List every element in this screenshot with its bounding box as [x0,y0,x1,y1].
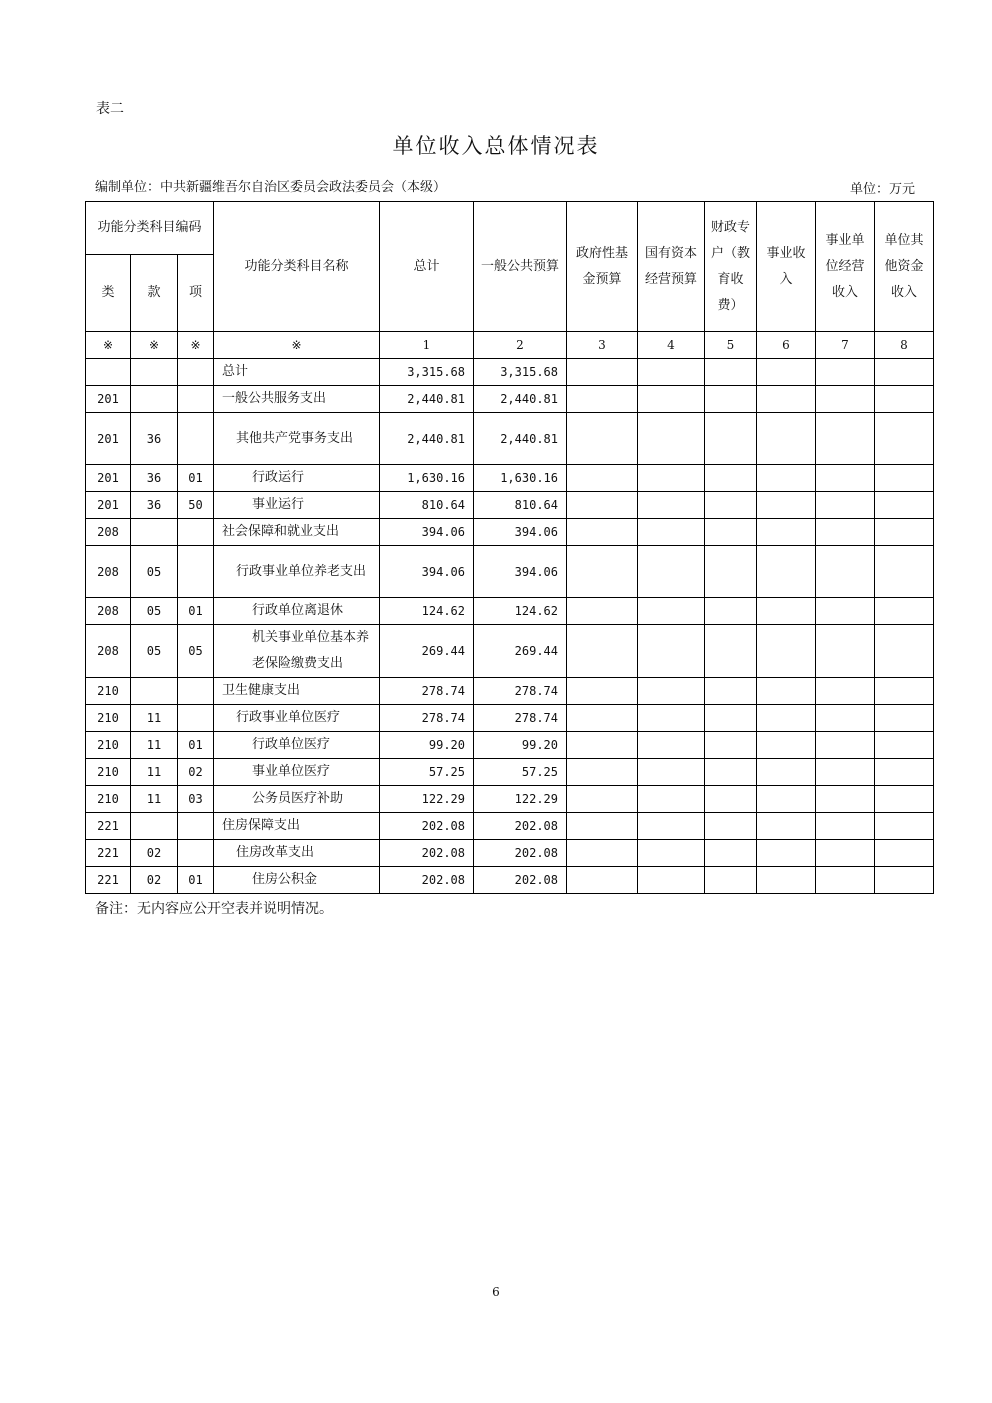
cell-gov-fund [567,465,638,492]
cell-general-budget: 3,315.68 [474,359,567,386]
cell-other-income [875,546,934,598]
page-title: 单位收入总体情况表 [392,134,600,158]
table-row [86,867,934,894]
cell-general-budget: 202.08 [474,840,567,867]
table-row [86,705,934,732]
cell-operating-income [816,705,875,732]
cell-general-budget: 57.25 [474,759,567,786]
cell-lei: 201 [86,465,131,492]
cell-lei: 208 [86,546,131,598]
cell-kuan [131,813,178,840]
cell-operating-income [816,359,875,386]
cell-business-income [757,625,816,678]
cell-subject-name: 行政运行 [214,465,380,492]
cell-lei: 210 [86,786,131,813]
cell-special-fiscal [705,867,757,894]
cell-operating-income [816,598,875,625]
header-operating-income: 事业单位经营收入 [816,202,875,332]
cell-general-budget: 99.20 [474,732,567,759]
cell-general-budget: 278.74 [474,678,567,705]
page-number: 6 [492,1285,500,1299]
cell-total: 394.06 [380,519,474,546]
cell-general-budget: 394.06 [474,546,567,598]
cell-subject-name: 社会保障和就业支出 [214,519,380,546]
cell-special-fiscal [705,625,757,678]
cell-special-fiscal [705,413,757,465]
cell-kuan: 02 [131,840,178,867]
cell-lei: 208 [86,625,131,678]
header-special-fiscal: 财政专户（教育收费） [705,202,757,332]
cell-other-income [875,625,934,678]
cell-special-fiscal [705,465,757,492]
cell-gov-fund [567,413,638,465]
cell-subject-name: 事业运行 [214,492,380,519]
marker-kuan: ※ [131,332,178,359]
header-lei: 类 [86,255,131,332]
cell-xiang: 01 [178,465,214,492]
cell-gov-fund [567,705,638,732]
cell-other-income [875,678,934,705]
cell-subject-name: 行政事业单位养老支出 [214,546,380,598]
cell-total: 278.74 [380,705,474,732]
cell-total: 269.44 [380,625,474,678]
cell-special-fiscal [705,705,757,732]
cell-gov-fund [567,678,638,705]
cell-operating-income [816,546,875,598]
cell-total: 202.08 [380,813,474,840]
cell-gov-fund [567,867,638,894]
cell-general-budget: 810.64 [474,492,567,519]
cell-special-fiscal [705,519,757,546]
col-index-2: 2 [474,332,567,359]
cell-business-income [757,786,816,813]
cell-xiang [178,359,214,386]
cell-state-capital [638,732,705,759]
cell-xiang [178,840,214,867]
cell-lei: 201 [86,492,131,519]
table-number-label: 表二 [96,101,124,117]
cell-xiang [178,386,214,413]
header-kuan: 款 [131,255,178,332]
cell-operating-income [816,786,875,813]
table-row [86,359,934,386]
cell-subject-name: 其他共产党事务支出 [214,413,380,465]
cell-total: 57.25 [380,759,474,786]
cell-subject-name: 公务员医疗补助 [214,786,380,813]
cell-operating-income [816,492,875,519]
cell-state-capital [638,386,705,413]
footnote: 备注：无内容应公开空表并说明情况。 [95,901,333,917]
cell-gov-fund [567,519,638,546]
cell-total: 2,440.81 [380,386,474,413]
cell-special-fiscal [705,813,757,840]
cell-business-income [757,465,816,492]
col-index-8: 8 [875,332,934,359]
cell-other-income [875,492,934,519]
cell-state-capital [638,813,705,840]
table-row [86,386,934,413]
cell-operating-income [816,678,875,705]
cell-special-fiscal [705,598,757,625]
table-row [86,786,934,813]
cell-general-budget: 124.62 [474,598,567,625]
cell-gov-fund [567,786,638,813]
cell-business-income [757,359,816,386]
table-row [86,678,934,705]
cell-total: 124.62 [380,598,474,625]
table-row [86,519,934,546]
col-index-3: 3 [567,332,638,359]
cell-lei: 208 [86,598,131,625]
cell-special-fiscal [705,359,757,386]
cell-business-income [757,598,816,625]
cell-subject-name: 住房保障支出 [214,813,380,840]
cell-general-budget: 202.08 [474,867,567,894]
cell-total: 1,630.16 [380,465,474,492]
cell-business-income [757,840,816,867]
compiling-unit: 编制单位：中共新疆维吾尔自治区委员会政法委员会（本级） [95,180,447,195]
col-index-5: 5 [705,332,757,359]
cell-gov-fund [567,625,638,678]
cell-kuan [131,359,178,386]
cell-xiang [178,678,214,705]
currency-unit: 单位：万元 [850,182,916,197]
cell-state-capital [638,359,705,386]
cell-xiang: 50 [178,492,214,519]
cell-xiang: 01 [178,732,214,759]
cell-business-income [757,867,816,894]
col-index-1: 1 [380,332,474,359]
cell-kuan [131,678,178,705]
cell-general-budget: 1,630.16 [474,465,567,492]
income-summary-table [85,201,934,894]
cell-other-income [875,759,934,786]
cell-kuan: 36 [131,465,178,492]
cell-other-income [875,519,934,546]
col-index-4: 4 [638,332,705,359]
cell-state-capital [638,413,705,465]
cell-subject-name: 行政单位离退休 [214,598,380,625]
cell-business-income [757,546,816,598]
header-subject-name: 功能分类科目名称 [214,202,380,332]
cell-lei: 201 [86,386,131,413]
cell-lei: 208 [86,519,131,546]
cell-kuan: 05 [131,625,178,678]
cell-state-capital [638,705,705,732]
cell-lei: 210 [86,759,131,786]
cell-kuan: 11 [131,705,178,732]
marker-lei: ※ [86,332,131,359]
cell-gov-fund [567,759,638,786]
cell-other-income [875,840,934,867]
cell-business-income [757,413,816,465]
cell-special-fiscal [705,386,757,413]
header-business-income: 事业收入 [757,202,816,332]
cell-gov-fund [567,546,638,598]
cell-business-income [757,813,816,840]
cell-lei: 221 [86,813,131,840]
cell-gov-fund [567,386,638,413]
cell-xiang: 02 [178,759,214,786]
cell-special-fiscal [705,840,757,867]
cell-xiang: 03 [178,786,214,813]
cell-general-budget: 278.74 [474,705,567,732]
table-row [86,813,934,840]
table-row [86,840,934,867]
cell-state-capital [638,625,705,678]
cell-kuan: 02 [131,867,178,894]
cell-total: 3,315.68 [380,359,474,386]
cell-operating-income [816,759,875,786]
table-row [86,598,934,625]
header-gov-fund: 政府性基金预算 [567,202,638,332]
table-row [86,625,934,678]
cell-lei: 210 [86,705,131,732]
table-row [86,492,934,519]
col-index-7: 7 [816,332,875,359]
cell-xiang [178,519,214,546]
cell-xiang [178,413,214,465]
cell-xiang [178,813,214,840]
cell-lei [86,359,131,386]
cell-business-income [757,705,816,732]
cell-subject-name: 总计 [214,359,380,386]
header-total: 总计 [380,202,474,332]
cell-other-income [875,786,934,813]
header-xiang: 项 [178,255,214,332]
cell-operating-income [816,625,875,678]
cell-other-income [875,813,934,840]
cell-state-capital [638,492,705,519]
cell-kuan: 36 [131,413,178,465]
cell-general-budget: 269.44 [474,625,567,678]
cell-lei: 221 [86,840,131,867]
cell-subject-name: 住房公积金 [214,867,380,894]
marker-name: ※ [214,332,380,359]
cell-xiang: 01 [178,867,214,894]
cell-kuan: 11 [131,732,178,759]
cell-business-income [757,759,816,786]
cell-xiang: 01 [178,598,214,625]
cell-other-income [875,386,934,413]
cell-operating-income [816,732,875,759]
cell-state-capital [638,678,705,705]
cell-operating-income [816,519,875,546]
cell-kuan: 05 [131,598,178,625]
cell-subject-name: 一般公共服务支出 [214,386,380,413]
table-row [86,413,934,465]
cell-other-income [875,705,934,732]
cell-operating-income [816,840,875,867]
cell-operating-income [816,413,875,465]
cell-total: 810.64 [380,492,474,519]
cell-other-income [875,867,934,894]
cell-total: 202.08 [380,867,474,894]
cell-gov-fund [567,492,638,519]
cell-kuan [131,386,178,413]
cell-state-capital [638,867,705,894]
cell-other-income [875,413,934,465]
marker-xiang: ※ [178,332,214,359]
cell-special-fiscal [705,678,757,705]
table-row [86,759,934,786]
cell-subject-name: 行政事业单位医疗 [214,705,380,732]
cell-state-capital [638,840,705,867]
cell-kuan: 11 [131,786,178,813]
cell-business-income [757,732,816,759]
cell-special-fiscal [705,732,757,759]
cell-total: 394.06 [380,546,474,598]
cell-general-budget: 2,440.81 [474,413,567,465]
cell-other-income [875,732,934,759]
table-row [86,465,934,492]
cell-total: 122.29 [380,786,474,813]
cell-gov-fund [567,598,638,625]
cell-lei: 210 [86,732,131,759]
header-general-budget: 一般公共预算 [474,202,567,332]
cell-state-capital [638,465,705,492]
cell-subject-name: 行政单位医疗 [214,732,380,759]
cell-gov-fund [567,813,638,840]
cell-subject-name: 事业单位医疗 [214,759,380,786]
cell-general-budget: 2,440.81 [474,386,567,413]
header-code-group: 功能分类科目编码 [86,202,214,255]
cell-state-capital [638,546,705,598]
cell-other-income [875,598,934,625]
cell-lei: 210 [86,678,131,705]
cell-general-budget: 394.06 [474,519,567,546]
cell-gov-fund [567,732,638,759]
col-index-6: 6 [757,332,816,359]
cell-special-fiscal [705,492,757,519]
cell-business-income [757,678,816,705]
cell-special-fiscal [705,546,757,598]
cell-xiang [178,546,214,598]
cell-xiang: 05 [178,625,214,678]
cell-lei: 221 [86,867,131,894]
cell-other-income [875,465,934,492]
cell-special-fiscal [705,786,757,813]
cell-subject-name: 住房改革支出 [214,840,380,867]
cell-gov-fund [567,840,638,867]
cell-general-budget: 122.29 [474,786,567,813]
cell-kuan [131,519,178,546]
cell-kuan: 11 [131,759,178,786]
header-state-capital: 国有资本经营预算 [638,202,705,332]
cell-operating-income [816,465,875,492]
table-row [86,546,934,598]
cell-subject-name: 机关事业单位基本养老保险缴费支出 [214,625,380,678]
cell-general-budget: 202.08 [474,813,567,840]
cell-state-capital [638,519,705,546]
cell-kuan: 36 [131,492,178,519]
cell-business-income [757,519,816,546]
cell-other-income [875,359,934,386]
header-other-income: 单位其他资金收入 [875,202,934,332]
cell-kuan: 05 [131,546,178,598]
cell-lei: 201 [86,413,131,465]
cell-operating-income [816,386,875,413]
cell-total: 99.20 [380,732,474,759]
cell-business-income [757,492,816,519]
cell-gov-fund [567,359,638,386]
cell-state-capital [638,786,705,813]
cell-total: 278.74 [380,678,474,705]
cell-operating-income [816,813,875,840]
cell-total: 202.08 [380,840,474,867]
cell-total: 2,440.81 [380,413,474,465]
cell-state-capital [638,759,705,786]
cell-operating-income [816,867,875,894]
cell-xiang [178,705,214,732]
cell-business-income [757,386,816,413]
cell-subject-name: 卫生健康支出 [214,678,380,705]
table-row [86,732,934,759]
cell-special-fiscal [705,759,757,786]
cell-state-capital [638,598,705,625]
